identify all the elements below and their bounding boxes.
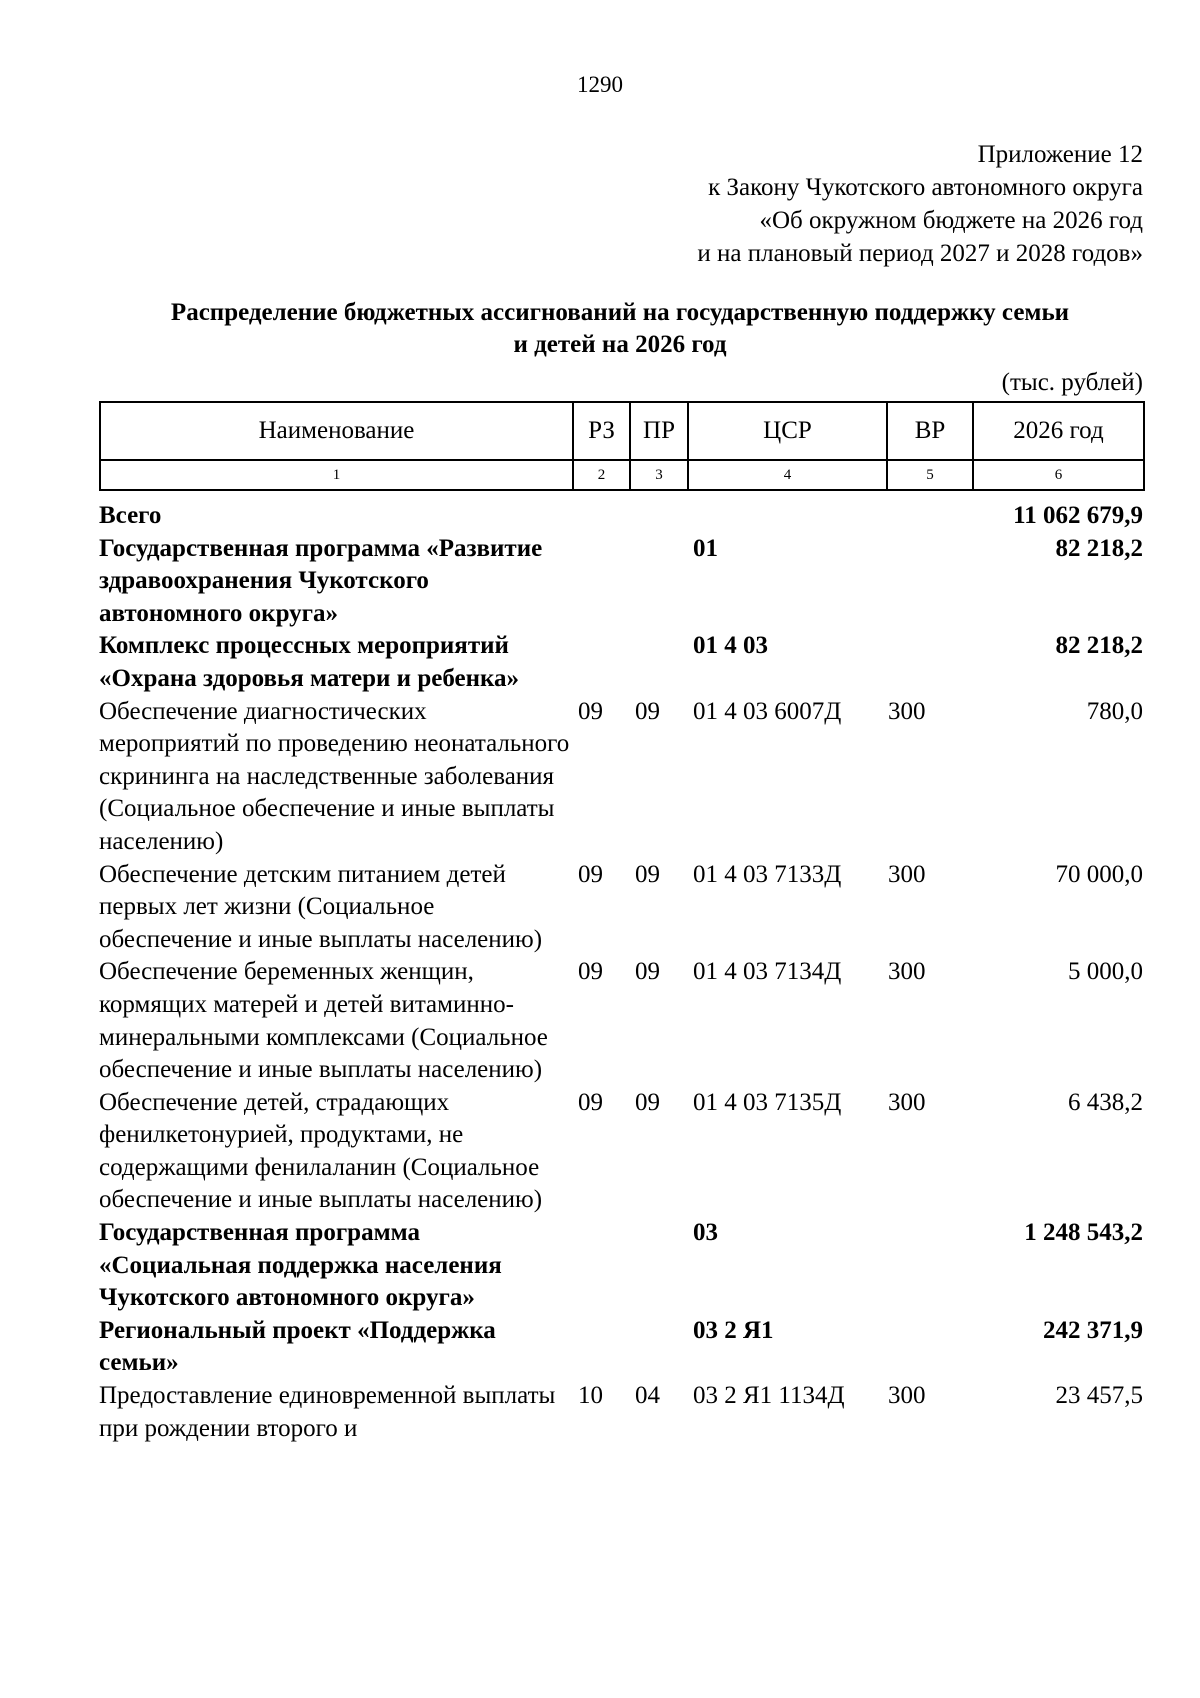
row-vr: 300 bbox=[888, 860, 926, 888]
row-pr: 09 bbox=[635, 958, 660, 986]
row-amount: 780,0 bbox=[1086, 697, 1143, 725]
col-number: 3 bbox=[630, 460, 688, 490]
row-vr bbox=[886, 630, 972, 695]
table-row bbox=[99, 1217, 1143, 1315]
row-pr bbox=[629, 630, 687, 695]
row-vr bbox=[886, 500, 972, 533]
row-amount: 70 000,0 bbox=[1055, 860, 1143, 888]
row-name: Обеспечение беременных женщин, кормящих матерей и детей витаминно-минеральными комплексами (Социальное обеспечение и иные выплаты населению) bbox=[99, 958, 548, 1084]
table-row bbox=[99, 859, 1143, 957]
row-csr: 03 2 Я1 1134Д bbox=[693, 1382, 845, 1410]
row-vr: 300 bbox=[888, 1382, 926, 1410]
row-pr bbox=[629, 533, 687, 631]
row-pr: 09 bbox=[635, 697, 660, 725]
table-row bbox=[99, 630, 1143, 695]
row-amount: 5 000,0 bbox=[1068, 958, 1143, 986]
row-pr: 09 bbox=[635, 860, 660, 888]
row-rz bbox=[572, 1217, 629, 1315]
appendix-header bbox=[697, 138, 1143, 270]
appendix-line: «Об окружном бюджете на 2026 год bbox=[759, 207, 1143, 234]
row-csr: 01 4 03 6007Д bbox=[693, 697, 842, 725]
row-amount: 23 457,5 bbox=[1055, 1382, 1143, 1410]
row-csr: 03 bbox=[693, 1219, 718, 1247]
row-amount: 242 371,9 bbox=[1043, 1316, 1143, 1344]
row-vr bbox=[886, 1315, 972, 1380]
row-vr: 300 bbox=[888, 697, 926, 725]
row-amount: 11 062 679,9 bbox=[1013, 502, 1143, 529]
row-rz: 09 bbox=[578, 1088, 603, 1116]
row-csr bbox=[687, 500, 886, 533]
row-name: Обеспечение детей, страдающих фенилкетонурией, продуктами, не содержащими фенилаланин (Социальное обеспечение и иные выплаты населению) bbox=[99, 1088, 543, 1214]
row-csr: 01 4 03 7135Д bbox=[693, 1088, 842, 1116]
table-row bbox=[99, 1315, 1143, 1380]
row-name: Государственная программа «Социальная поддержка населения Чукотского автономного округа» bbox=[99, 1219, 502, 1312]
row-name: Обеспечение детским питанием детей первых лет жизни (Социальное обеспечение и иные выплаты населению) bbox=[99, 860, 543, 953]
row-name: Обеспечение диагностических мероприятий по проведению неонатального скрининга на наследственные заболевания (Социальное обеспечение и иные выплаты населению) bbox=[99, 697, 570, 855]
col-number: 2 bbox=[573, 460, 630, 490]
table-row bbox=[99, 956, 1143, 1086]
row-pr: 09 bbox=[635, 1088, 660, 1116]
row-amount: 82 218,2 bbox=[1055, 632, 1143, 660]
row-name: Региональный проект «Поддержка семьи» bbox=[99, 1316, 496, 1377]
table-row bbox=[99, 1087, 1143, 1217]
page-number: 1290 bbox=[577, 72, 623, 97]
table-row bbox=[99, 500, 1143, 533]
row-csr: 01 4 03 7133Д bbox=[693, 860, 842, 888]
title-line: Распределение бюджетных ассигнований на государственную поддержку семьи bbox=[170, 299, 1070, 326]
units-note: (тыс. рублей) bbox=[1001, 369, 1143, 396]
row-vr: 300 bbox=[888, 1088, 926, 1116]
row-rz: 09 bbox=[578, 958, 603, 986]
col-header-vr: ВР bbox=[887, 402, 973, 460]
row-csr: 03 2 Я1 bbox=[693, 1316, 774, 1344]
row-name: Всего bbox=[99, 502, 162, 529]
row-rz bbox=[572, 533, 629, 631]
col-number: 5 bbox=[887, 460, 973, 490]
table-row bbox=[99, 533, 1143, 631]
row-amount: 1 248 543,2 bbox=[1024, 1219, 1143, 1247]
row-rz bbox=[572, 630, 629, 695]
col-header-amount: 2026 год bbox=[973, 402, 1144, 460]
row-vr bbox=[886, 533, 972, 631]
row-vr bbox=[886, 1217, 972, 1315]
title-line: и детей на 2026 год bbox=[513, 331, 727, 358]
col-header-name: Наименование bbox=[100, 402, 573, 460]
row-rz bbox=[572, 1315, 629, 1380]
table-header bbox=[99, 401, 1145, 491]
row-name: Предоставление единовременной выплаты при рождении второго и bbox=[99, 1382, 556, 1442]
row-csr: 01 bbox=[693, 534, 718, 562]
row-rz: 09 bbox=[578, 860, 603, 888]
row-rz bbox=[572, 500, 629, 533]
row-pr bbox=[629, 1217, 687, 1315]
table-row bbox=[99, 696, 1143, 859]
appendix-line: Приложение 12 bbox=[977, 141, 1143, 168]
row-vr: 300 bbox=[888, 958, 926, 986]
col-number: 6 bbox=[973, 460, 1144, 490]
appendix-line: и на плановый период 2027 и 2028 годов» bbox=[697, 240, 1143, 267]
row-pr: 04 bbox=[635, 1382, 660, 1410]
row-rz: 10 bbox=[578, 1382, 603, 1410]
appendix-line: к Закону Чукотского автономного округа bbox=[708, 174, 1143, 201]
row-pr bbox=[629, 1315, 687, 1380]
row-pr bbox=[629, 500, 687, 533]
row-csr: 01 4 03 bbox=[693, 632, 768, 660]
row-amount: 6 438,2 bbox=[1068, 1088, 1143, 1116]
row-name: Комплекс процессных мероприятий «Охрана здоровья матери и ребенка» bbox=[99, 632, 520, 692]
col-header-csr: ЦСР bbox=[688, 402, 887, 460]
table-row bbox=[99, 1380, 1143, 1445]
row-name: Государственная программа «Развитие здравоохранения Чукотского автономного округа» bbox=[99, 534, 543, 627]
document-title bbox=[95, 297, 1145, 361]
row-csr: 01 4 03 7134Д bbox=[693, 958, 842, 986]
col-header-rz: РЗ bbox=[573, 402, 630, 460]
budget-table bbox=[99, 500, 1143, 1445]
row-amount: 82 218,2 bbox=[1055, 534, 1143, 562]
col-number: 1 bbox=[100, 460, 573, 490]
row-rz: 09 bbox=[578, 697, 603, 725]
col-header-pr: ПР bbox=[630, 402, 688, 460]
col-number: 4 bbox=[688, 460, 887, 490]
